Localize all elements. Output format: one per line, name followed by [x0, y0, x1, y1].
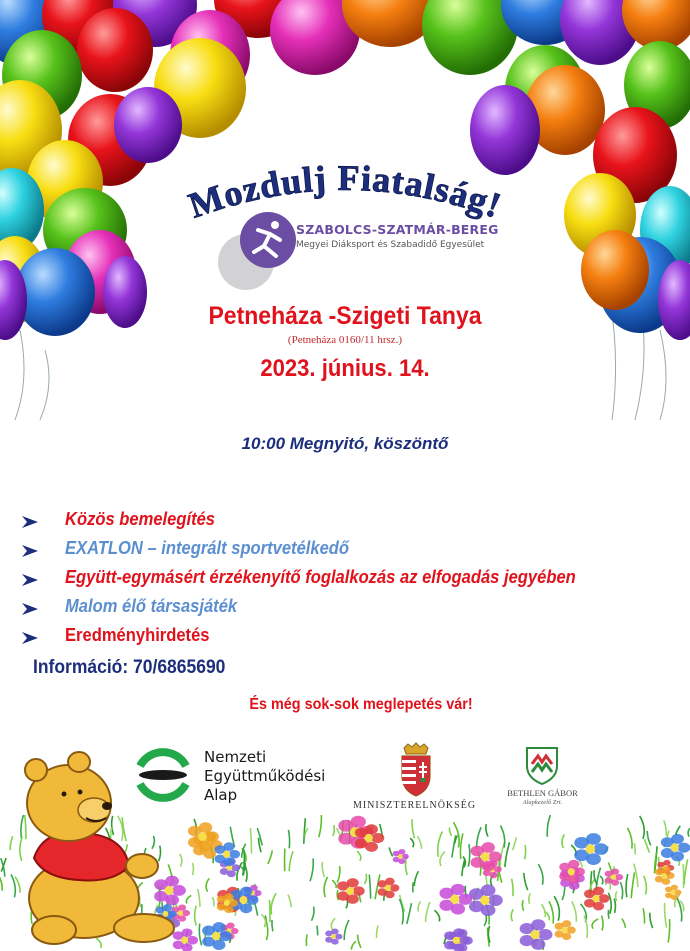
flower-icon: [520, 919, 553, 950]
event-location: Petneháza -Szigeti Tanya: [208, 302, 482, 330]
flower-icon: [215, 842, 240, 866]
event-location-detail: (Petneháza 0160/11 hrsz.): [287, 334, 403, 346]
program-item-text: EXATLON – integrált sportvetélkedő: [65, 538, 350, 558]
organizer-subtitle: Megyei Diáksport és Szabadidő Egyesület: [296, 240, 485, 250]
flower-icon: [439, 884, 472, 915]
opening-time: 10:00 Megnyitó, köszöntő: [241, 434, 449, 453]
flower-icon: [665, 885, 682, 900]
program-item-text: Malom élő társasjáték: [65, 596, 238, 616]
organizer-logo: [218, 212, 518, 292]
program-list: [18, 508, 688, 653]
list-item: [18, 566, 688, 595]
flower-icon: [377, 878, 399, 899]
nea-logo-icon: [132, 744, 194, 806]
nea-logo: [132, 742, 342, 812]
flower-icon: [584, 887, 609, 911]
arrow-bullet-icon: [20, 543, 40, 559]
ministry-logo: [352, 742, 477, 820]
arrow-bullet-icon: [20, 514, 40, 530]
flower-icon: [574, 833, 608, 865]
nea-name-line: Alap: [204, 786, 238, 804]
program-item-text: Eredményhirdetés: [65, 625, 210, 645]
athlete-icon: [240, 212, 296, 268]
list-item: [18, 624, 688, 653]
arrow-bullet-icon: [20, 572, 40, 588]
ministry-name: MINISZTERELNÖKSÉG: [352, 800, 477, 811]
hungarian-coat-of-arms: [396, 742, 436, 798]
program-item-text: Közös bemelegítés: [65, 509, 216, 529]
flower-icon: [555, 920, 576, 940]
arrow-bullet-icon: [20, 630, 40, 646]
list-item: [18, 508, 688, 537]
arrow-bullet-icon: [20, 601, 40, 617]
surprise-line: És még sok-sok meglepetés vár!: [249, 696, 473, 713]
bethlen-gabor-logo: [505, 744, 580, 824]
list-item: [18, 595, 688, 624]
flower-icon: [325, 929, 342, 945]
organizer-name: SZABOLCS-SZATMÁR-BEREG: [296, 222, 499, 237]
organizer-logo-purple-circle: [240, 212, 296, 268]
nea-name-line: Együttműködési: [204, 767, 326, 785]
bethlen-gabor-sub: Alapkezelő Zrt.: [522, 799, 563, 806]
program-item-text: Együtt-egymásért érzékenyítő foglalkozás az elfogadás jegyében: [65, 567, 576, 587]
flower-icon: [661, 834, 690, 862]
bethlen-gabor-shield-icon: [524, 744, 560, 786]
list-item: [18, 537, 688, 566]
nea-name-line: Nemzeti: [204, 748, 267, 766]
bethlen-gabor-name: BETHLEN GÁBOR: [507, 788, 578, 798]
nea-name: [204, 748, 325, 805]
event-date: 2023. június. 14.: [260, 355, 430, 382]
svg-text:Mozdulj Fiatalság!: Mozdulj Fiatalság!: [183, 157, 507, 226]
contact-info: Információ: 70/6865690: [33, 657, 226, 678]
